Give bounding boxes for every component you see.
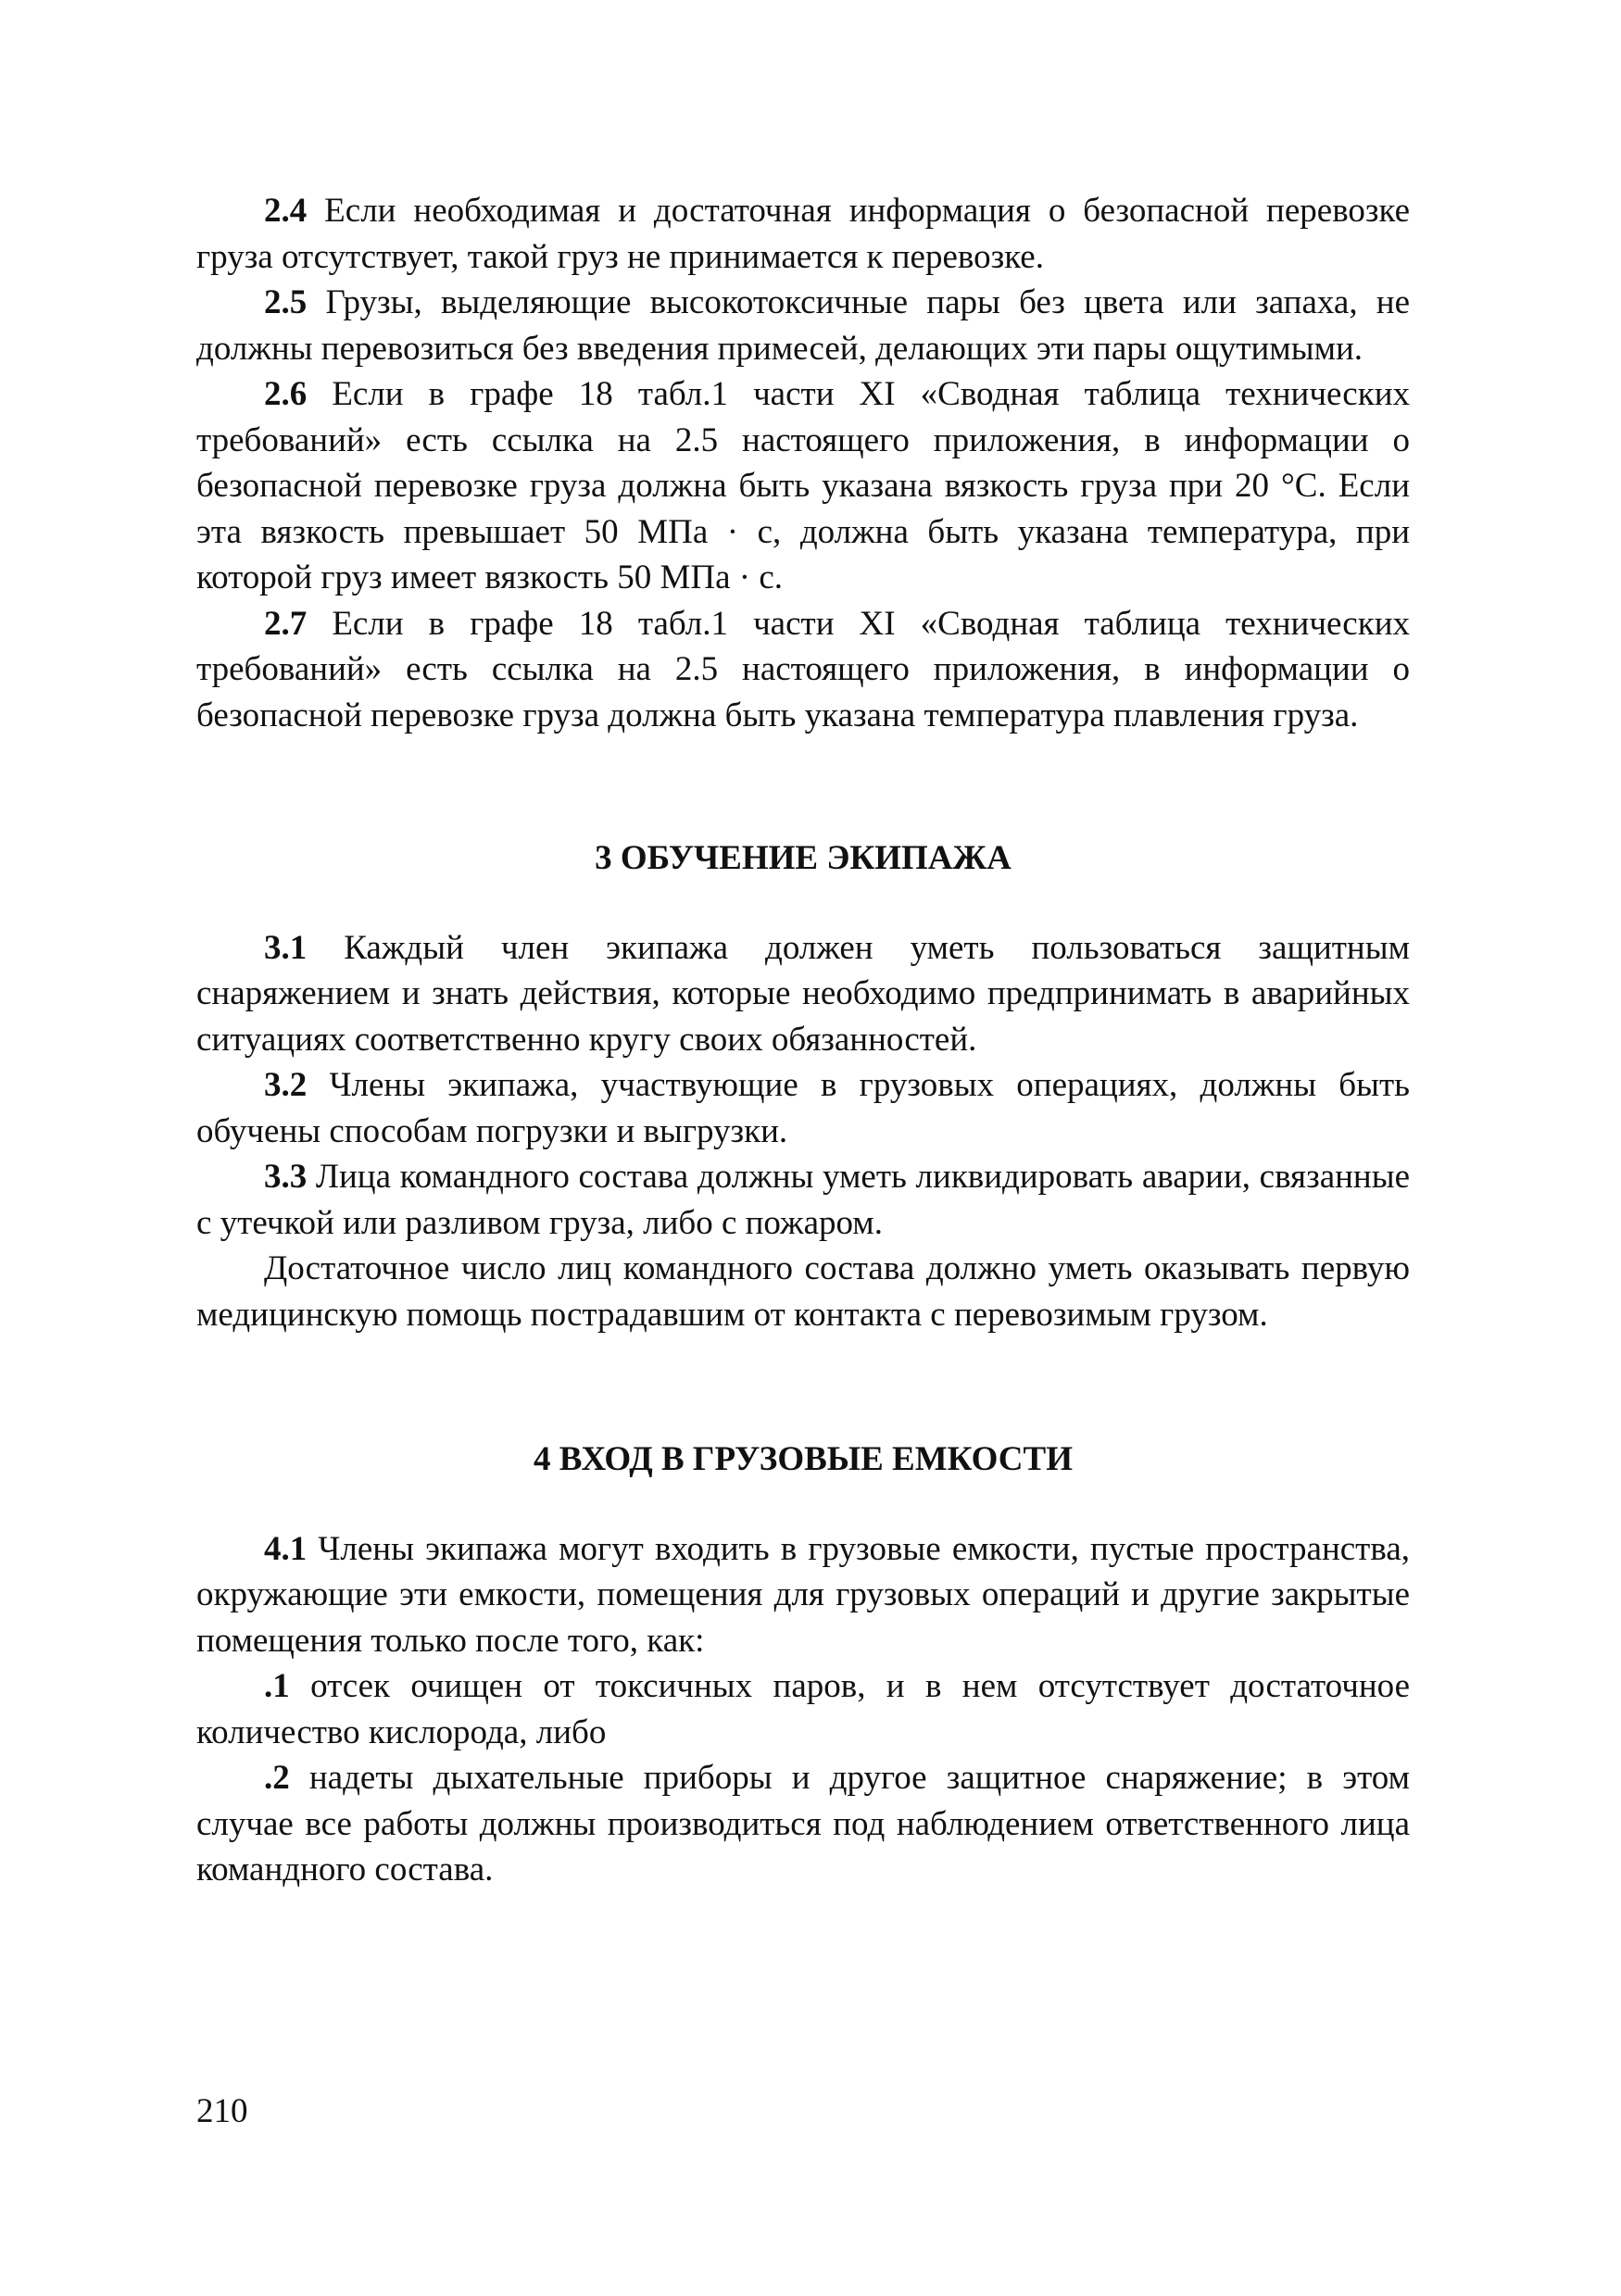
clause-number: 2.4 <box>264 192 308 230</box>
section-heading-4: 4 ВХОД В ГРУЗОВЫЕ ЕМКОСТИ <box>534 1440 1073 1478</box>
clause-number: .1 <box>264 1667 290 1705</box>
clause-text: Достаточное число лиц командного состава должно уметь оказывать первую медицинскую помощь пострадавшим от контакта с перевозимым грузом. <box>196 1249 1410 1334</box>
clause-text: Грузы, выделяющие высокотоксичные пары без цвета или запаха, не должны перевозиться без введения примесей, делающих эти пары ощутимыми. <box>196 283 1410 368</box>
paragraph-3-2 <box>196 1062 1410 1154</box>
paragraph-3-3 <box>196 1154 1410 1246</box>
clause-text: Члены экипажа, участвующие в грузовых операциях, должны быть обучены способам погрузки и выгрузки. <box>196 1066 1410 1150</box>
clause-number: 4.1 <box>264 1529 308 1568</box>
section-heading-3: 3 ОБУЧЕНИЕ ЭКИПАЖА <box>595 839 1012 877</box>
clause-text: Лица командного состава должны уметь ликвидировать аварии, связанные с утечкой или разливом груза, либо с пожаром. <box>196 1158 1410 1242</box>
clause-text: Каждый член экипажа должен уметь пользоваться защитным снаряжением и знать действия, которые необходимо предпринимать в аварийных ситуациях соответственно кругу своих обязанностей. <box>196 928 1410 1059</box>
clause-number: 3.2 <box>264 1066 308 1104</box>
clause-number: .2 <box>264 1759 290 1797</box>
clause-text: надеты дыхательные приборы и другое защитное снаряжение; в этом случае все работы должны производиться под наблюдением ответственного лица командного состава. <box>196 1759 1410 1888</box>
clause-number: 2.5 <box>264 283 308 321</box>
page-number: 210 <box>196 2092 248 2130</box>
clause-text: Члены экипажа могут входить в грузовые емкости, пустые пространства, окружающие эти емкости, помещения для грузовых операций и другие закрытые помещения только после того, как: <box>196 1529 1410 1660</box>
paragraph-3-3-cont <box>196 1246 1410 1337</box>
clause-text: отсек очищен от токсичных паров, и в нем отсутствует достаточное количество кислорода, либо <box>196 1667 1410 1751</box>
paragraph-2-6 <box>196 371 1410 601</box>
clause-number: 2.7 <box>264 604 308 643</box>
paragraph-4-1 <box>196 1526 1410 1664</box>
paragraph-2-5 <box>196 280 1410 371</box>
paragraph-4-1-2 <box>196 1755 1410 1893</box>
clause-number: 3.3 <box>264 1158 308 1196</box>
paragraph-3-1 <box>196 925 1410 1063</box>
clause-number: 3.1 <box>264 928 308 967</box>
paragraph-4-1-1 <box>196 1663 1410 1755</box>
paragraph-2-4 <box>196 188 1410 280</box>
clause-number: 2.6 <box>264 375 308 413</box>
paragraph-2-7 <box>196 601 1410 739</box>
clause-text: Если в графе 18 табл.1 части XI «Сводная таблица технических требований» есть ссылка на 2.5 настоящего приложения, в информации о безопасной перевозке груза должна быть указана вязкость груза при 20 °C. Если эта вязкость превышает 50 МПа · с, должна быть указана температура, при которой груз имеет вязкость 50 МПа · с. <box>196 375 1410 596</box>
clause-text: Если в графе 18 табл.1 части XI «Сводная таблица технических требований» есть ссылка на 2.5 настоящего приложения, в информации о безопасной перевозке груза должна быть указана температура плавления груза. <box>196 604 1410 734</box>
document-page <box>196 188 1410 1893</box>
clause-text: Если необходимая и достаточная информация о безопасной перевозке груза отсутствует, такой груз не принимается к перевозке. <box>196 192 1410 276</box>
